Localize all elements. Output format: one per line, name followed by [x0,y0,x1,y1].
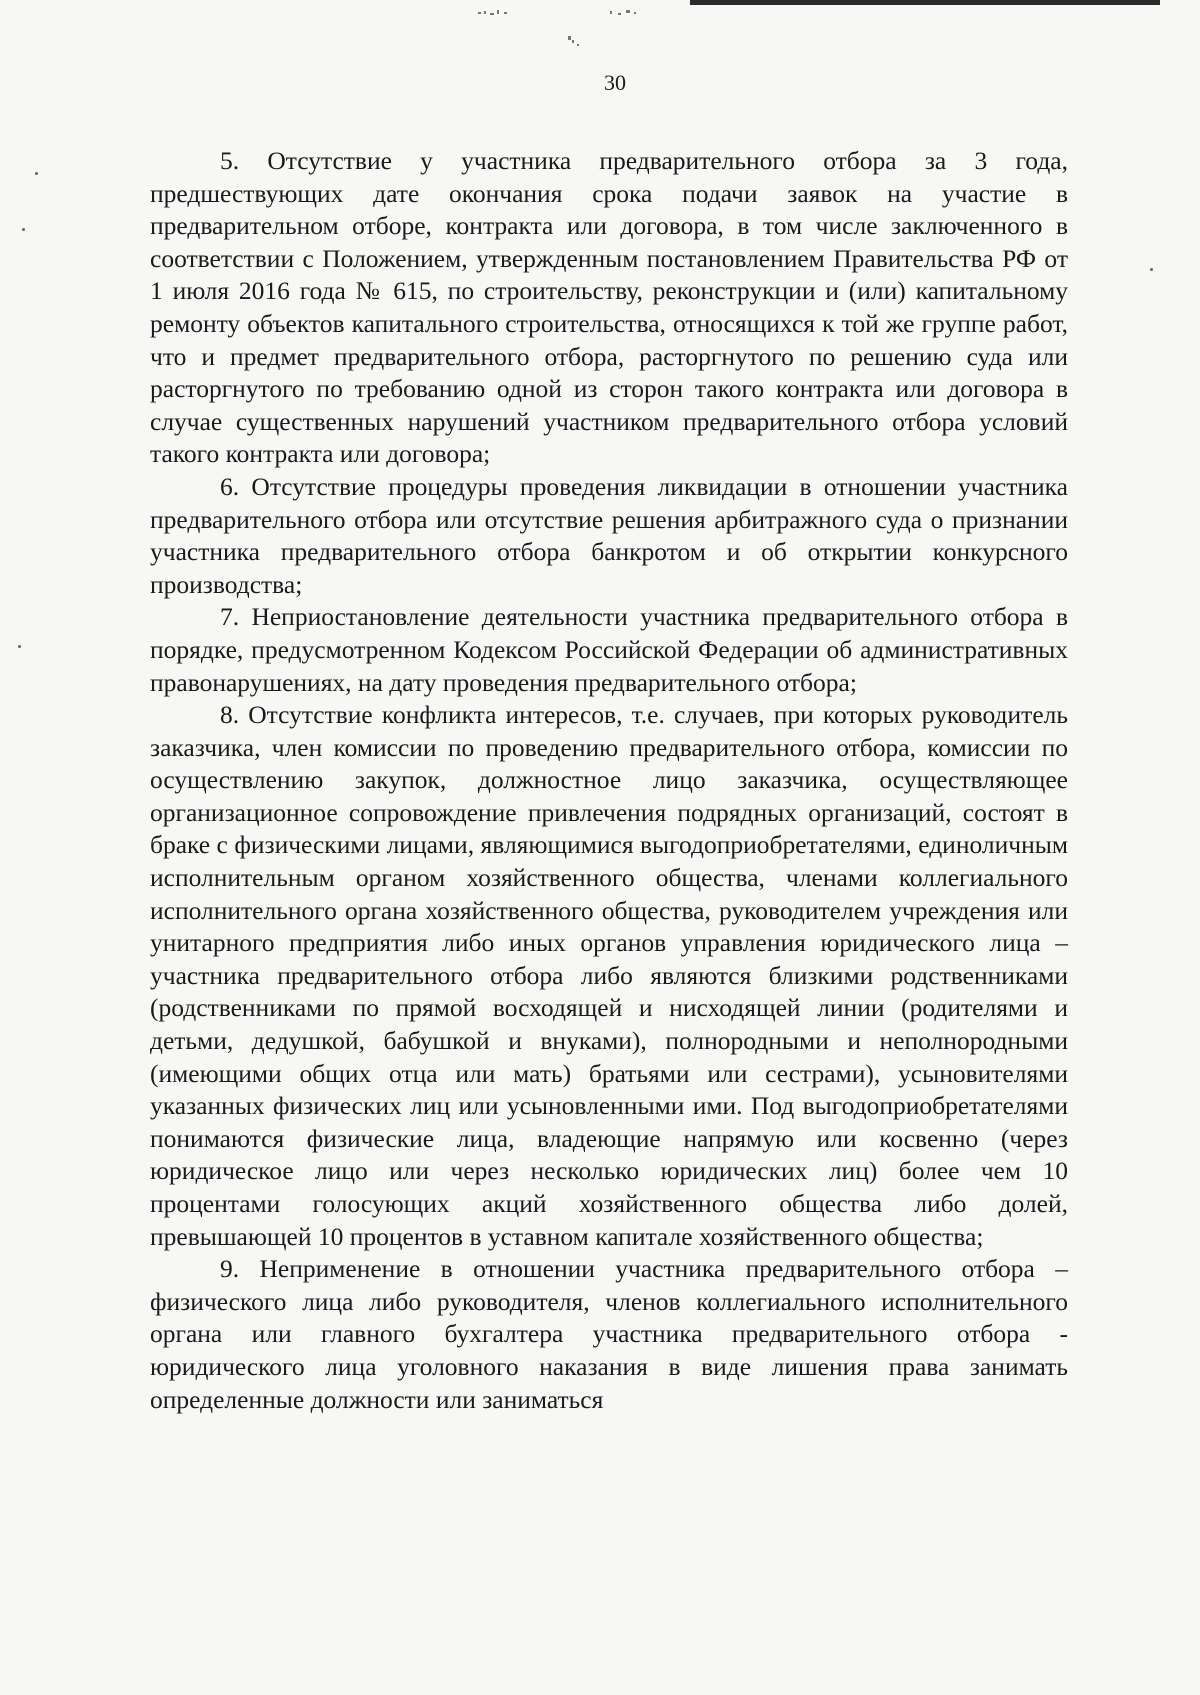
paragraph-8: 8. Отсутствие конфликта интересов, т.е. случаев, при которых руководитель заказчика, член комиссии по проведению предварительного отбора, комиссии по осуществлению закупок, должностное лицо заказчика, осуществляющее организационное сопровождение привлечения подрядных организаций, состоят в браке с физическими лицами, являющимися выгодоприобретателями, единоличным исполнительным органом хозяйственного общества, членами коллегиального исполнительного органа хозяйственного общества, руководителем учреждения или унитарного предприятия либо иных органов управления юридического лица – участника предварительного отбора либо являются близкими родственниками (родственниками по прямой восходящей и нисходящей линии (родителями и детьми, дедушкой, бабушкой и внуками), полнородными и неполнородными (имеющими общих отца или мать) братьями или сестрами), усыновителями указанных физических лиц или усыновленными ими. Под выгодоприобретателями понимаются физические лица, владеющие напрямую или косвенно (через юридическое лицо или через несколько юридических лиц) более чем 10 процентами голосующих акций хозяйственного общества либо долей, превышающей 10 процентов в уставном капитале хозяйственного общества; [150,700,1068,1251]
scan-artifacts [460,4,720,54]
scan-top-edge [690,0,1160,5]
paragraph-5: 5. Отсутствие у участника предварительного отбора за 3 года, предшествующих дате окончания срока подачи заявок на участие в предварительном отборе, контракта или договора, в том числе заключенного в соответствии с Положением, утвержденным постановлением Правительства РФ от 1 июля 2016 года № 615, по строительству, реконструкции и (или) капитальному ремонту объектов капитального строительства, относящихся к той же группе работ, что и предмет предварительного отбора, расторгнутого по решению суда или расторгнутого по требованию одной из сторон такого контракта или договора в случае существенных нарушений участником предварительного отбора условий такого контракта или договора; [150,146,1068,469]
scan-speck [18,645,21,648]
scan-speck [1150,268,1153,271]
scan-speck [35,172,38,175]
paragraph-7: 7. Неприостановление деятельности участника предварительного отбора в порядке, предусмотренном Кодексом Российской Федерации об административных правонарушениях, на дату проведения предварительного отбора; [150,602,1068,697]
page-number: 30 [604,70,626,95]
paragraph-6: 6. Отсутствие процедуры проведения ликвидации в отношении участника предварительного отбора или отсутствие решения арбитражного суда о признании участника предварительного отбора банкротом и об открытии конкурсного производства; [150,471,1068,599]
paragraph-9: 9. Неприменение в отношении участника предварительного отбора – физического лица либо руководителя, членов коллегиального исполнительного органа или главного бухгалтера участника предварительного отбора - юридического лица уголовного наказания в виде лишения права занимать определенные должности или заниматься [150,1254,1068,1414]
scan-speck [22,228,25,231]
document-body [150,145,1068,1416]
